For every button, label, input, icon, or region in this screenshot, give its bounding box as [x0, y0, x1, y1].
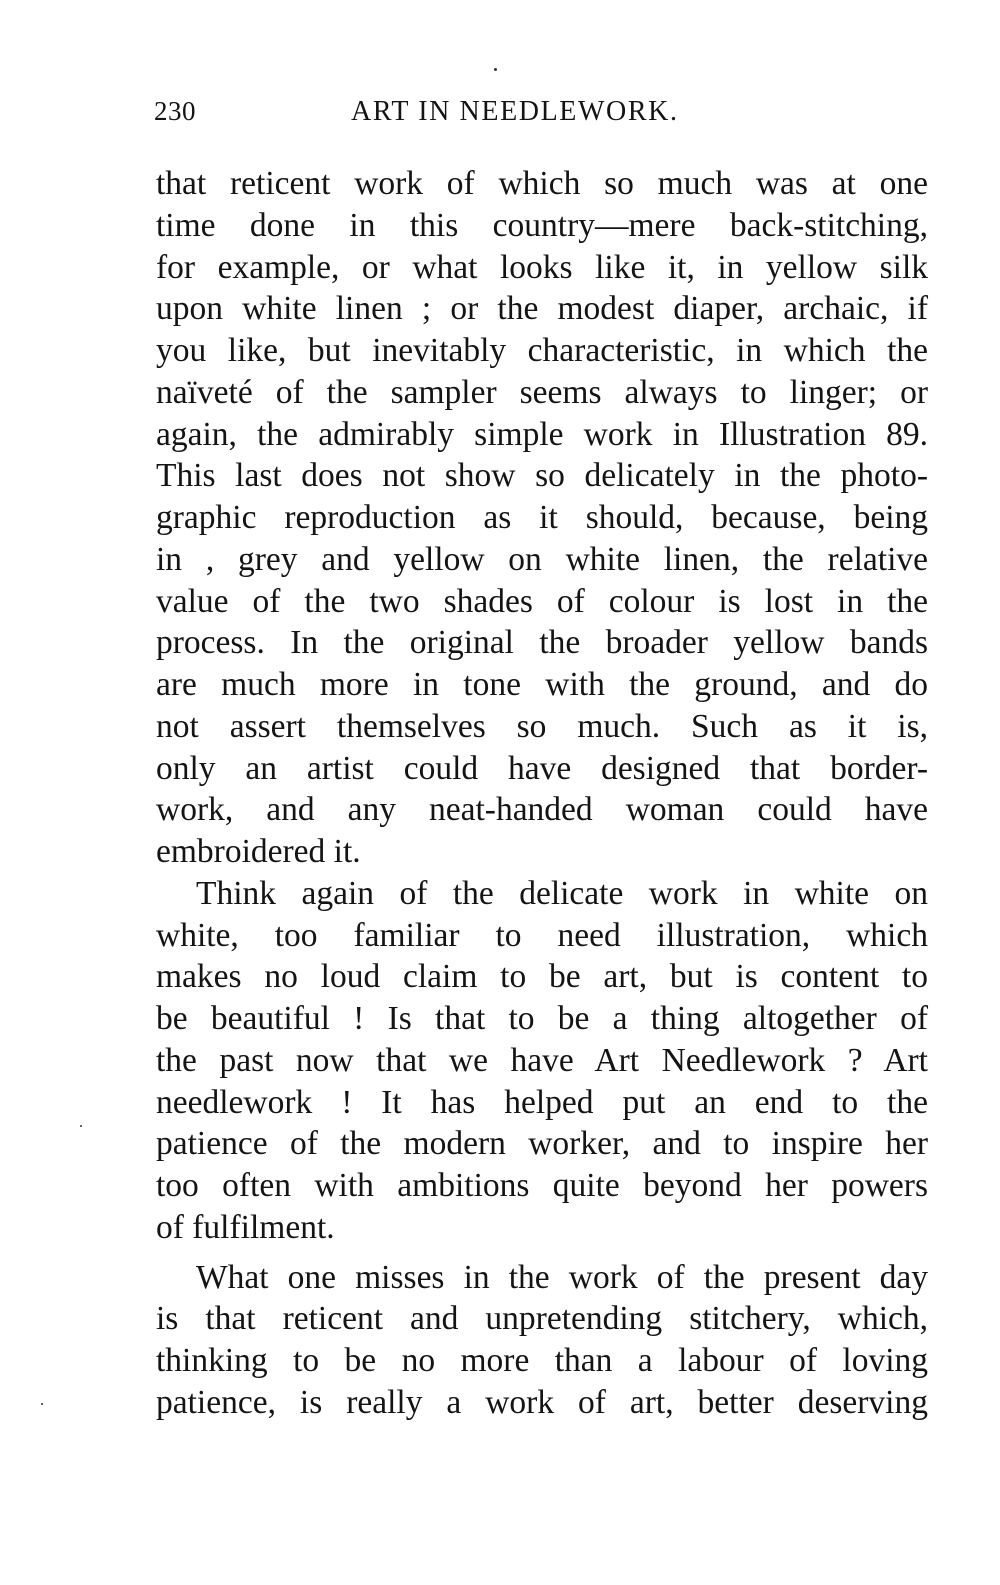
page-header [154, 96, 926, 136]
text-line: in , grey and yellow on white linen, the relative [156, 540, 928, 578]
text-line: be beautiful ! Is that to be a thing altogether of [156, 1000, 928, 1037]
text-line: work, and any neat-handed woman could have [156, 791, 928, 829]
text-line: embroidered it. [156, 833, 361, 870]
text-line: not assert themselves so much. Such as it is, [156, 707, 928, 745]
text-line: upon white linen ; or the modest diaper, archaic, if [156, 290, 928, 328]
text-line: makes no loud claim to be art, but is content to [156, 958, 928, 996]
paragraph [156, 1257, 928, 1424]
text-line: white, too familiar to need illustration, which [156, 916, 928, 954]
body-text [156, 163, 928, 1424]
text-line: are much more in tone with the ground, and do [156, 666, 928, 703]
scan-speck [494, 68, 497, 71]
text-line: too often with ambitions quite beyond her powers [156, 1167, 928, 1204]
text-line: patience of the modern worker, and to inspire her [156, 1125, 928, 1163]
text-line: of fulfilment. [156, 1208, 335, 1246]
text-line: graphic reproduction as it should, because, being [156, 499, 928, 536]
text-line: is that reticent and unpretending stitchery, which, [156, 1300, 928, 1338]
running-title: ART IN NEEDLEWORK. [351, 96, 679, 127]
text-line: thinking to be no more than a labour of loving [156, 1342, 928, 1379]
paragraph-gap [156, 1249, 928, 1257]
text-line: time done in this country—mere back-stitching, [156, 206, 928, 244]
text-line: process. In the original the broader yellow bands [156, 624, 928, 662]
text-line: patience, is really a work of art, better deserving [156, 1383, 928, 1421]
text-line: This last does not show so delicately in the photo- [156, 457, 928, 495]
paragraph [156, 873, 928, 1249]
scan-speck [41, 1403, 43, 1405]
text-line: the past now that we have Art Needlework ? Art [156, 1041, 928, 1079]
text-line: again, the admirably simple work in Illustration 89. [156, 415, 928, 453]
text-line: value of the two shades of colour is lost in the [156, 582, 928, 620]
paragraph [156, 163, 928, 873]
text-line: that reticent work of which so much was at one [156, 165, 928, 202]
page-number: 230 [154, 96, 196, 126]
text-line: What one misses in the work of the present day [196, 1258, 928, 1296]
text-line: for example, or what looks like it, in yellow silk [156, 248, 928, 286]
text-line: Think again of the delicate work in white on [196, 874, 928, 912]
text-line: needlework ! It has helped put an end to the [156, 1083, 928, 1121]
text-line: you like, but inevitably characteristic, in which the [156, 332, 928, 369]
text-line: naïveté of the sampler seems always to linger; or [156, 373, 928, 411]
scan-speck [80, 1125, 82, 1127]
text-line: only an artist could have designed that border- [156, 749, 928, 787]
